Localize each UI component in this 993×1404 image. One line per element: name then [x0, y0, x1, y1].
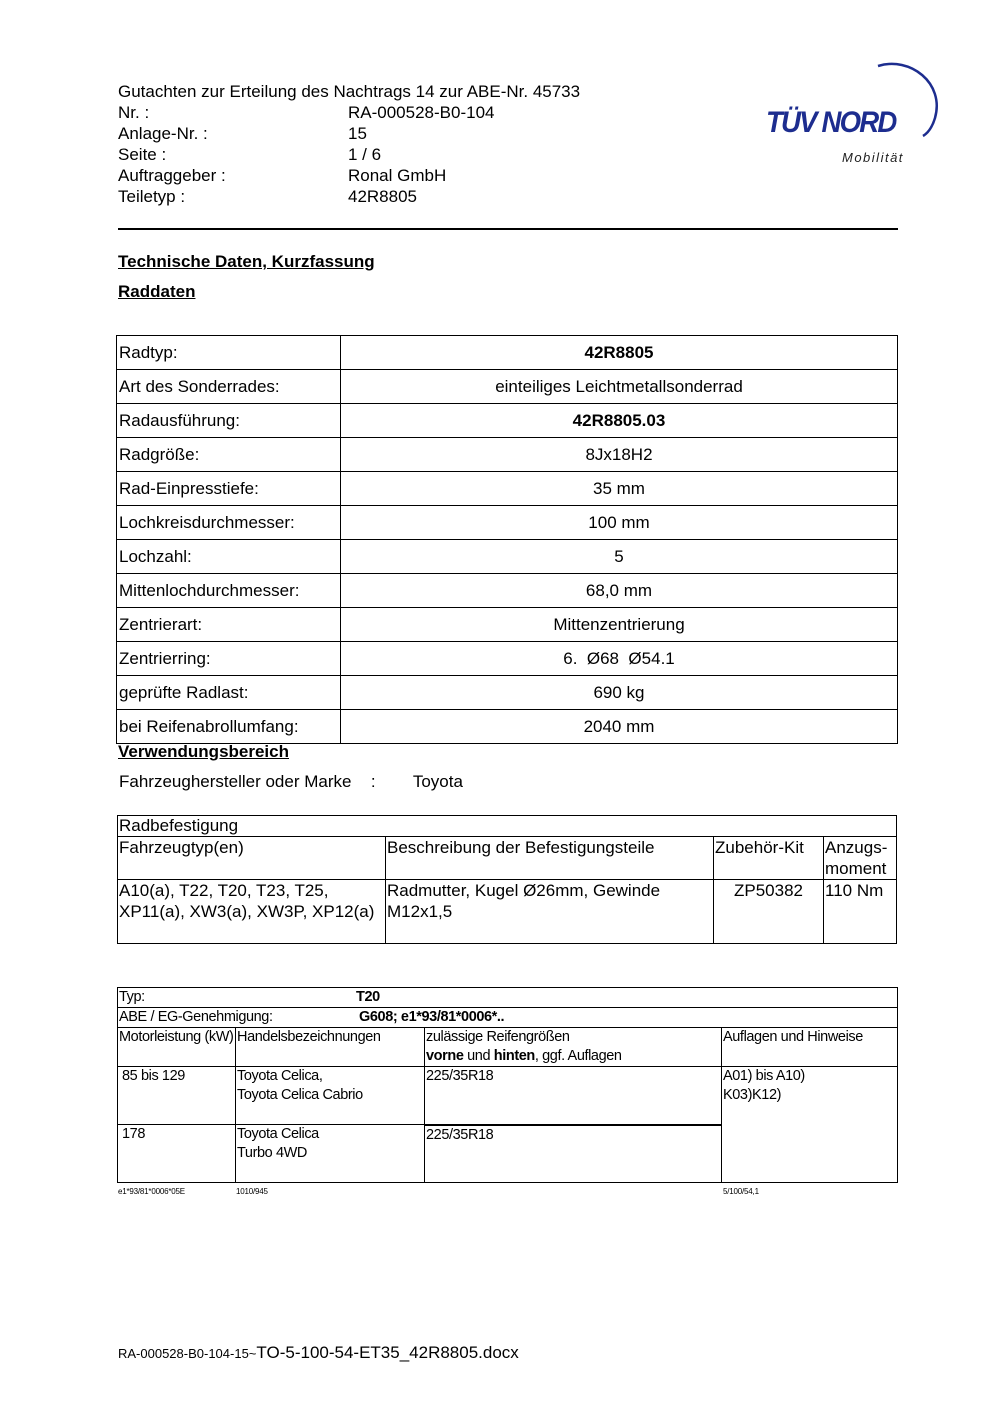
table-row	[117, 506, 898, 540]
torque-cell: 110 Nm	[824, 880, 897, 944]
header-label: Teiletyp :	[118, 187, 186, 206]
tyre-rest: , ggf. Auflagen	[534, 1048, 622, 1064]
document-footer	[118, 1343, 519, 1363]
section-usage: Verwendungsbereich	[118, 742, 289, 761]
table-row	[117, 608, 898, 642]
table-row	[118, 1067, 898, 1125]
fastening-title: Radbefestigung	[118, 816, 897, 837]
manufacturer-separator: :	[370, 772, 376, 791]
tyre-header	[425, 1028, 722, 1067]
wheel-value: 690 kg	[341, 676, 898, 710]
tyre-cell: 225/35R18	[425, 1067, 722, 1125]
wheel-value: 42R8805.03	[341, 404, 898, 438]
trade-line: Turbo 4WD	[237, 1145, 307, 1161]
vehicle-types-cell: A10(a), T22, T20, T23, T25, XP11(a), XW3(a), XW3P, XP12(a)	[118, 880, 386, 944]
wheel-value: 6. Ø68 Ø54.1	[341, 642, 898, 676]
vehicle-table	[117, 987, 898, 1183]
manufacturer-label: Fahrzeughersteller oder Marke	[119, 772, 352, 791]
table-row	[117, 472, 898, 506]
table-row	[118, 988, 898, 1008]
wheel-value: einteiliges Leichtmetallsonderrad	[341, 370, 898, 404]
table-row	[117, 540, 898, 574]
type-value: T20	[356, 989, 380, 1005]
header-label: Seite :	[118, 145, 167, 164]
wheel-label: Mittenlochdurchmesser:	[117, 574, 341, 608]
table-row	[117, 438, 898, 472]
section-wheel-data: Raddaten	[118, 282, 196, 301]
tyre-cell: 225/35R18	[425, 1125, 722, 1183]
wheel-value: 68,0 mm	[341, 574, 898, 608]
wheel-label: Lochzahl:	[117, 540, 341, 574]
accessory-kit-cell: ZP50382	[714, 880, 824, 944]
header-label: Auftraggeber :	[118, 166, 226, 185]
table-row	[118, 816, 897, 837]
column-header: Beschreibung der Befestigungsteile	[386, 837, 714, 880]
column-header: Motorleistung (kW)	[118, 1028, 236, 1067]
wheel-value: 5	[341, 540, 898, 574]
wheel-value: 8Jx18H2	[341, 438, 898, 472]
power-cell: 85 bis 129	[118, 1067, 236, 1125]
vehicle-footnote-bolt: 5/100/54,1	[723, 1187, 759, 1196]
header-row-seite	[118, 144, 381, 165]
wheel-value: 2040 mm	[341, 710, 898, 744]
table-row	[117, 574, 898, 608]
trade-line: Toyota Celica,	[237, 1068, 323, 1084]
footer-prefix: RA-000528-B0-104-15~	[118, 1346, 257, 1361]
column-header: Handelsbezeichnungen	[236, 1028, 425, 1067]
header-row-anlage	[118, 123, 367, 144]
table-row	[118, 1008, 898, 1028]
fastener-description-cell: Radmutter, Kugel Ø26mm, Gewinde M12x1,5	[386, 880, 714, 944]
header-value: Ronal GmbH	[348, 166, 447, 185]
type-row	[118, 988, 898, 1008]
trade-line: Toyota Celica	[237, 1126, 319, 1142]
type-label: Typ:	[119, 989, 145, 1005]
wheel-value: Mittenzentrierung	[341, 608, 898, 642]
table-row	[118, 1028, 898, 1067]
wheel-value: 100 mm	[341, 506, 898, 540]
header-divider	[118, 228, 898, 230]
table-row	[117, 336, 898, 370]
footer-filename: TO-5-100-54-ET35_42R8805.docx	[256, 1343, 519, 1362]
tyre-header-line2	[426, 1047, 720, 1066]
wheel-label: Zentrierring:	[117, 642, 341, 676]
column-header: Auflagen und Hinweise	[722, 1028, 898, 1067]
fastening-table	[117, 815, 897, 944]
tuv-nord-logo: TÜV NORD	[766, 106, 896, 139]
tyre-front: vorne	[426, 1048, 464, 1064]
header-value: 1 / 6	[348, 145, 382, 164]
table-row	[117, 370, 898, 404]
logo-subtitle: Mobilität	[842, 150, 904, 165]
table-row	[117, 710, 898, 744]
header-label: Anlage-Nr. :	[118, 124, 208, 143]
wheel-label: Radausführung:	[117, 404, 341, 438]
manufacturer-value: Toyota	[412, 772, 463, 791]
header-label: Nr. :	[118, 103, 150, 122]
wheel-label: Art des Sonderrades:	[117, 370, 341, 404]
wheel-label: bei Reifenabrollumfang:	[117, 710, 341, 744]
wheel-label: Radgröße:	[117, 438, 341, 472]
table-row	[118, 837, 897, 880]
report-title: Gutachten zur Erteilung des Nachtrags 14 zur ABE-Nr. 45733	[118, 82, 581, 101]
wheel-label: Lochkreisdurchmesser:	[117, 506, 341, 540]
header-value: 42R8805	[348, 187, 418, 206]
trade-cell	[236, 1067, 425, 1125]
tyre-rear: hinten	[493, 1048, 535, 1064]
tyre-header-line1: zulässige Reifengrößen	[426, 1029, 570, 1045]
wheel-value: 42R8805	[341, 336, 898, 370]
header-value: RA-000528-B0-104	[348, 103, 495, 122]
manufacturer-line	[119, 772, 463, 792]
wheel-label: geprüfte Radlast:	[117, 676, 341, 710]
vehicle-footnote-code: 1010/945	[236, 1187, 268, 1196]
wheel-label: Rad-Einpresstiefe:	[117, 472, 341, 506]
approval-row	[118, 1008, 898, 1028]
power-cell: 178	[118, 1125, 236, 1183]
section-technical: Technische Daten, Kurzfassung	[118, 252, 375, 271]
header-value: 15	[348, 124, 367, 143]
trade-cell	[236, 1125, 425, 1183]
column-header: Anzugs-moment	[824, 837, 897, 880]
notes-line: K03)K12)	[723, 1087, 782, 1103]
table-row	[118, 880, 897, 944]
tyre-and: und	[467, 1048, 491, 1064]
notes-cell	[722, 1067, 898, 1183]
table-row	[117, 676, 898, 710]
notes-line: A01) bis A10)	[723, 1068, 805, 1084]
approval-label: ABE / EG-Genehmigung:	[119, 1009, 273, 1025]
wheel-value: 35 mm	[341, 472, 898, 506]
wheel-label: Zentrierart:	[117, 608, 341, 642]
header-row-nr	[118, 102, 494, 123]
column-header: Zubehör-Kit	[714, 837, 824, 880]
column-header: Fahrzeugtyp(en)	[118, 837, 386, 880]
header-row-teiletyp	[118, 186, 417, 207]
trade-line: Toyota Celica Cabrio	[237, 1087, 363, 1103]
wheel-label: Radtyp:	[117, 336, 341, 370]
table-row	[117, 642, 898, 676]
vehicle-footnote-approval: e1*93/81*0006*05E	[118, 1187, 185, 1196]
wheel-data-table	[116, 335, 898, 744]
header-row-auftraggeber	[118, 165, 446, 186]
approval-value: G608; e1*93/81*0006*..	[359, 1009, 505, 1025]
table-row	[117, 404, 898, 438]
